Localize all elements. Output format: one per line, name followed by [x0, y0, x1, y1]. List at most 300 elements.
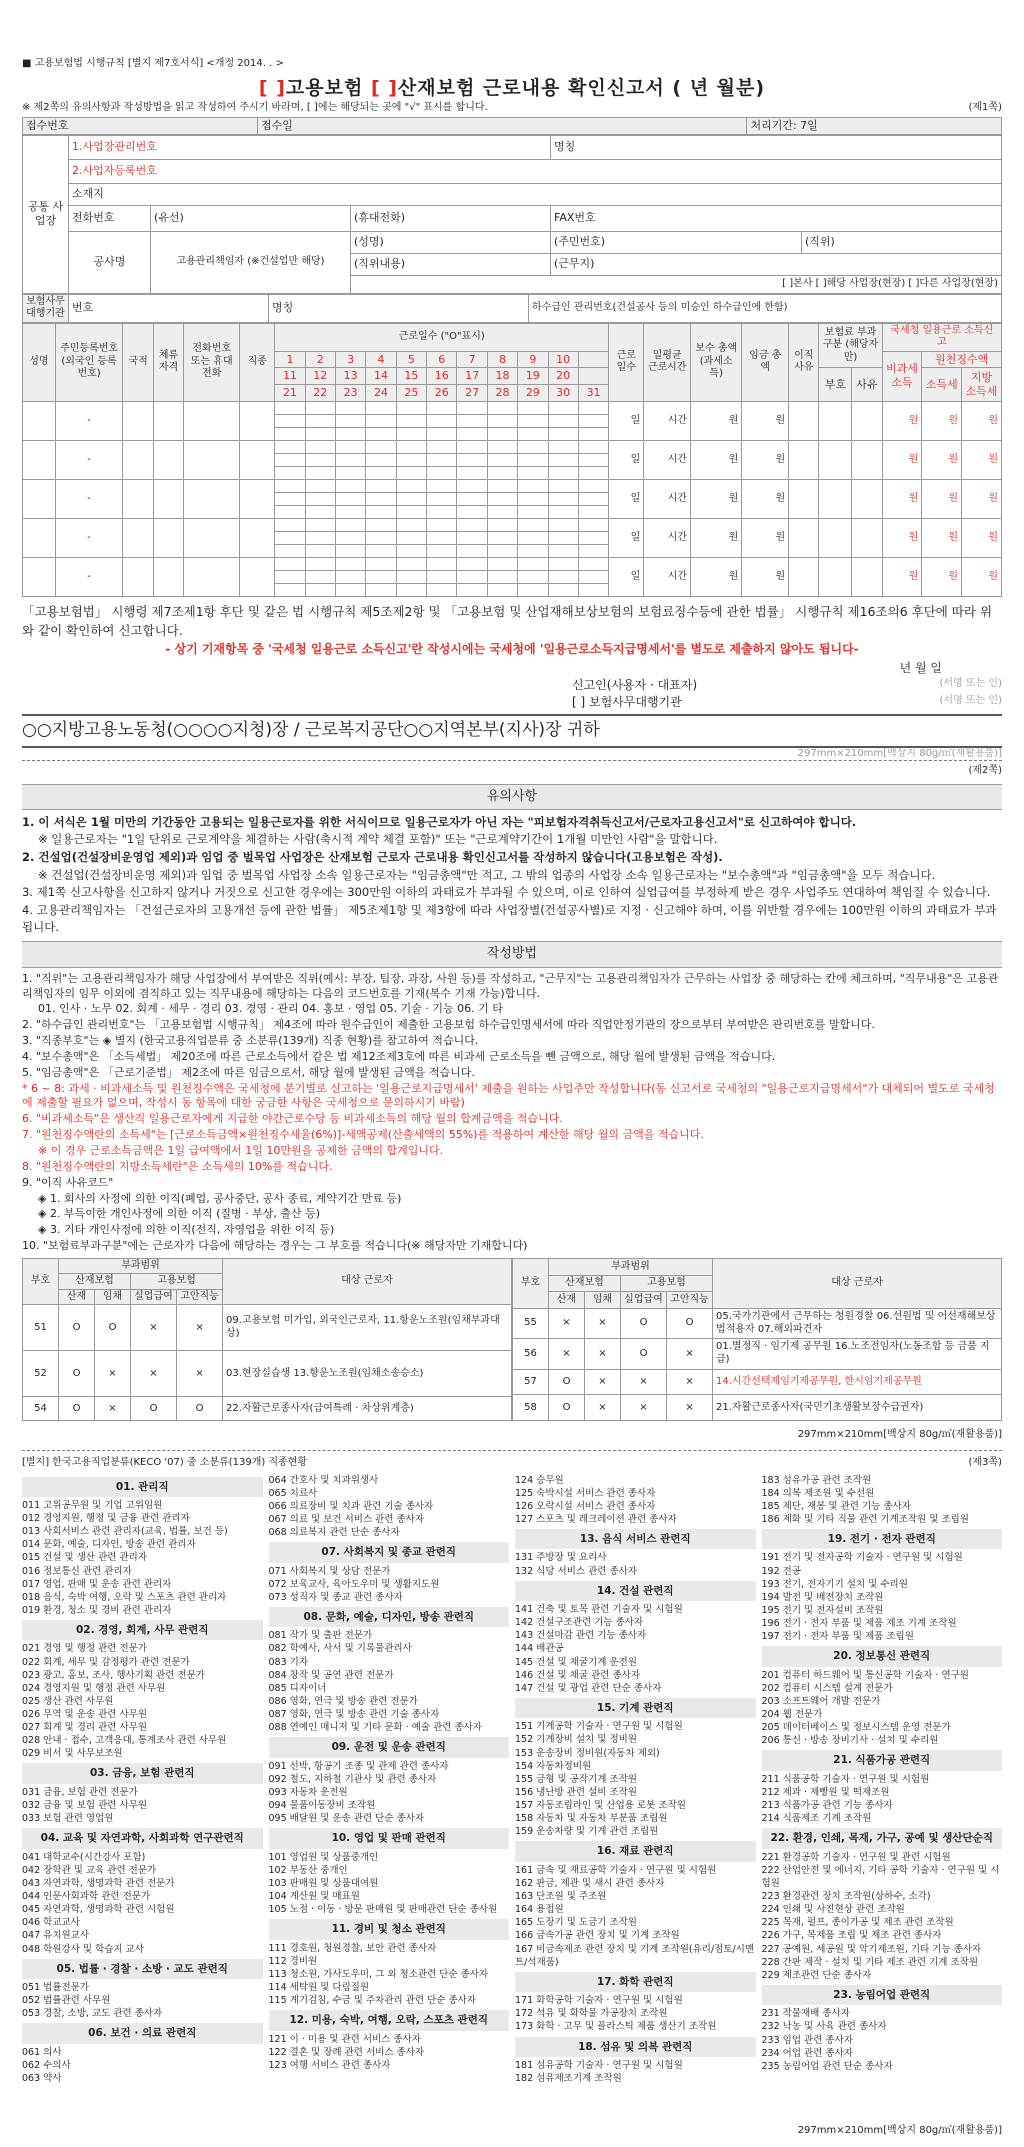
day-input[interactable]	[548, 453, 578, 466]
day-input[interactable]	[427, 427, 457, 440]
day-input[interactable]	[548, 479, 578, 492]
day-input[interactable]	[578, 544, 608, 557]
manager-job[interactable]: (직위내용)	[351, 253, 551, 275]
day-input[interactable]	[305, 401, 335, 414]
day-input[interactable]	[396, 440, 426, 453]
report-date[interactable]: 년 월 일	[899, 661, 942, 676]
day-input[interactable]	[366, 453, 396, 466]
day-input[interactable]	[518, 466, 548, 479]
day-input[interactable]	[487, 466, 517, 479]
worker-value[interactable]: 시간	[644, 479, 691, 518]
day-input[interactable]	[396, 427, 426, 440]
day-input[interactable]	[305, 414, 335, 427]
day-input[interactable]	[457, 414, 487, 427]
day-input[interactable]	[335, 453, 365, 466]
day-input[interactable]	[366, 557, 396, 570]
day-input[interactable]	[548, 427, 578, 440]
day-input[interactable]	[427, 401, 457, 414]
day-input[interactable]	[366, 479, 396, 492]
day-input[interactable]	[427, 583, 457, 596]
worker-value[interactable]: 원	[691, 440, 742, 479]
biz-no-field[interactable]: 2.사업자등록번호	[69, 159, 1002, 183]
day-input[interactable]	[427, 544, 457, 557]
day-input[interactable]	[275, 466, 305, 479]
day-input[interactable]	[305, 518, 335, 531]
workplace-table	[22, 135, 1002, 294]
keco-item: 159 운송차량 및 기계 관련 조립원	[515, 1826, 659, 1838]
day-input[interactable]	[305, 557, 335, 570]
day-input[interactable]	[487, 492, 517, 505]
day-input[interactable]	[396, 570, 426, 583]
range-cell: ×	[95, 1351, 131, 1397]
day-input[interactable]	[518, 518, 548, 531]
keco-item: 021 경영 및 행정 관련 전문가	[22, 1643, 148, 1655]
range-cell: O	[59, 1397, 95, 1421]
day-input[interactable]	[366, 466, 396, 479]
code-cell: 58	[513, 1395, 549, 1421]
day-input[interactable]	[487, 557, 517, 570]
worker-code[interactable]	[819, 557, 852, 596]
day-input[interactable]	[487, 518, 517, 531]
worker-tax[interactable]: 원	[882, 557, 922, 596]
range-cell: O	[131, 1397, 177, 1421]
keco-group-title: 19. 전기 · 전자 관련직	[762, 1529, 1003, 1549]
worker-value[interactable]: 원	[742, 479, 789, 518]
day-input[interactable]	[275, 440, 305, 453]
worker-value[interactable]: 시간	[644, 557, 691, 596]
worker-tax[interactable]: 원	[922, 479, 962, 518]
day-input[interactable]	[335, 505, 365, 518]
day-input[interactable]	[518, 557, 548, 570]
keco-item: 042 장학관 및 교육 관련 전문가	[22, 1864, 157, 1876]
note-item: 4. 고용관리책임자는 「건설근로자의 고용개선 등에 관한 법률」 제5조제1항 및 제3항에 따라 사업장별(건설공사별)로 지정 · 신고해야 하며, 이를 위반할 경우에는 100만원 이하의 과태료가 부과됩니다.	[22, 903, 997, 934]
keco-item: 023 광고, 홍보, 조사, 행사기획 관련 전문가	[22, 1669, 205, 1681]
worker-tax[interactable]: 원	[882, 518, 922, 557]
agent-sign[interactable]: (서명 또는 인)	[939, 695, 1002, 707]
worker-cell[interactable]	[23, 557, 56, 596]
day-input[interactable]	[578, 531, 608, 544]
day-input[interactable]	[305, 453, 335, 466]
worker-code[interactable]	[819, 401, 852, 440]
worker-value[interactable]: 원	[742, 557, 789, 596]
worker-value[interactable]: 일	[609, 401, 644, 440]
day-input[interactable]	[335, 440, 365, 453]
day-input[interactable]	[335, 544, 365, 557]
day-cell: 28	[487, 385, 517, 402]
day-input[interactable]	[548, 440, 578, 453]
range-cell: ×	[549, 1339, 585, 1369]
keco-item: 105 노점 · 이동 · 방문 판매원 및 판매관련 단순 종사원	[268, 1904, 498, 1916]
day-input[interactable]	[518, 479, 548, 492]
method-item-tail: ◈ 1. 회사의 사정에 의한 이직(폐업, 공사중단, 공사 종료, 계약기간 만료 등)	[38, 1191, 402, 1205]
day-input[interactable]	[427, 466, 457, 479]
day-input[interactable]	[548, 531, 578, 544]
day-input[interactable]	[396, 583, 426, 596]
worker-value[interactable]: 원	[691, 401, 742, 440]
worker-tax[interactable]: 원	[922, 401, 962, 440]
day-input[interactable]	[275, 427, 305, 440]
worker-cell[interactable]	[23, 518, 56, 557]
day-input[interactable]	[457, 466, 487, 479]
day-input[interactable]	[457, 453, 487, 466]
worker-value[interactable]: 원	[742, 440, 789, 479]
day-input[interactable]	[427, 414, 457, 427]
receipt-no[interactable]: 접수번호	[23, 117, 258, 134]
day-input[interactable]	[548, 492, 578, 505]
day-input[interactable]	[457, 583, 487, 596]
day-input[interactable]	[548, 401, 578, 414]
note-item: ※ 건설업(건설장비운영 제외)과 임업 중 벌목업 사업장 소속 일용근로자는 "임금총액"만 적고, 그 밖의 업종의 사업장 소속 일용근로자는 "보수총액"과 "임금총액"을 모두 적습니다.	[38, 867, 936, 882]
day-input[interactable]	[335, 427, 365, 440]
day-input[interactable]	[396, 479, 426, 492]
day-input[interactable]	[275, 583, 305, 596]
day-input[interactable]	[548, 466, 578, 479]
subcontract-no[interactable]: 하수급인 관리번호(건설공사 등의 미승인 하수급인에 한함)	[529, 294, 1002, 322]
worker-tax[interactable]: 원	[922, 557, 962, 596]
day-input[interactable]	[457, 440, 487, 453]
day-input[interactable]	[305, 492, 335, 505]
code-cell: 54	[23, 1397, 59, 1421]
worker-cell[interactable]	[184, 440, 240, 479]
day-input[interactable]	[366, 414, 396, 427]
worker-tax[interactable]: 원	[882, 440, 922, 479]
worker-cell[interactable]	[123, 557, 153, 596]
worker-value[interactable]: 원	[691, 518, 742, 557]
day-input[interactable]	[305, 531, 335, 544]
worker-cell[interactable]: -	[55, 557, 123, 596]
worker-cell[interactable]	[23, 479, 56, 518]
tel-label: 전화번호	[69, 205, 151, 231]
worker-tax[interactable]: 원	[961, 479, 1001, 518]
worker-cell[interactable]	[184, 401, 240, 440]
day-input[interactable]	[487, 401, 517, 414]
keco-item: 062 수의사	[22, 2060, 71, 2072]
worker-code[interactable]	[819, 479, 852, 518]
keco-item: 184 의복 제조원 및 수선원	[761, 1487, 875, 1499]
worker-cell[interactable]	[123, 479, 153, 518]
day-input[interactable]	[275, 544, 305, 557]
agent-label[interactable]: [ ] 보험사무대행기관	[572, 695, 682, 710]
worker-code[interactable]	[852, 479, 882, 518]
worker-value[interactable]: 일	[609, 518, 644, 557]
worker-value[interactable]: 원	[742, 401, 789, 440]
day-input[interactable]	[578, 492, 608, 505]
day-input[interactable]	[366, 505, 396, 518]
worker-code[interactable]	[852, 401, 882, 440]
worker-code[interactable]	[789, 479, 819, 518]
worker-value[interactable]: 시간	[644, 440, 691, 479]
day-input[interactable]	[396, 544, 426, 557]
day-input[interactable]	[457, 557, 487, 570]
day-input[interactable]	[366, 583, 396, 596]
day-input[interactable]	[396, 531, 426, 544]
day-input[interactable]	[487, 440, 517, 453]
code-cell: 57	[513, 1369, 549, 1395]
day-input[interactable]	[427, 518, 457, 531]
day-input[interactable]	[457, 505, 487, 518]
day-input[interactable]	[457, 544, 487, 557]
day-input[interactable]	[518, 427, 548, 440]
tel-mobile[interactable]: (휴대전화)	[351, 205, 551, 231]
day-input[interactable]	[396, 518, 426, 531]
manager-work-options[interactable]: [ ]본사 [ ]해당 사업장(현장) [ ]다른 사업장(현장)	[351, 275, 1002, 293]
address-field[interactable]: 소재지	[69, 183, 1002, 205]
day-input[interactable]	[366, 492, 396, 505]
day-input[interactable]	[305, 505, 335, 518]
keco-item: 025 생산 관련 사무원	[22, 1695, 114, 1707]
day-cell: 18	[487, 368, 517, 385]
day-input[interactable]	[427, 570, 457, 583]
fax-field[interactable]: FAX번호	[551, 205, 1002, 231]
manager-work[interactable]: (근무지)	[551, 253, 1002, 275]
worker-code[interactable]	[852, 440, 882, 479]
worker-cell[interactable]	[123, 401, 153, 440]
worker-cell[interactable]	[184, 479, 240, 518]
day-input[interactable]	[518, 583, 548, 596]
keco-item: 197 전기 · 전자 부품 및 제품 조립원	[761, 1631, 914, 1643]
day-input[interactable]	[457, 479, 487, 492]
worker-tax[interactable]: 원	[882, 401, 922, 440]
day-input[interactable]	[518, 453, 548, 466]
receipt-date[interactable]: 접수일	[257, 117, 747, 134]
day-input[interactable]	[427, 492, 457, 505]
worker-code[interactable]	[789, 440, 819, 479]
day-input[interactable]	[548, 570, 578, 583]
day-input[interactable]	[427, 453, 457, 466]
worker-tax[interactable]: 원	[961, 440, 1001, 479]
day-input[interactable]	[548, 583, 578, 596]
day-input[interactable]	[305, 479, 335, 492]
day-input[interactable]	[578, 466, 608, 479]
worker-value[interactable]: 원	[742, 518, 789, 557]
worker-cell[interactable]	[240, 479, 275, 518]
day-input[interactable]	[548, 518, 578, 531]
day-input[interactable]	[275, 414, 305, 427]
day-input[interactable]	[366, 401, 396, 414]
day-input[interactable]	[487, 505, 517, 518]
day-input[interactable]	[396, 466, 426, 479]
day-input[interactable]	[305, 440, 335, 453]
day-input[interactable]	[578, 570, 608, 583]
agency-no[interactable]: 번호	[69, 294, 269, 322]
day-input[interactable]	[366, 518, 396, 531]
worker-value[interactable]: 시간	[644, 518, 691, 557]
day-input[interactable]	[457, 401, 487, 414]
day-input[interactable]	[487, 427, 517, 440]
day-input[interactable]	[487, 531, 517, 544]
day-input[interactable]	[335, 557, 365, 570]
day-input[interactable]	[366, 427, 396, 440]
worker-cell[interactable]	[240, 401, 275, 440]
day-input[interactable]	[518, 544, 548, 557]
worker-tax[interactable]: 원	[961, 401, 1001, 440]
worker-tax[interactable]: 원	[922, 440, 962, 479]
day-input[interactable]	[487, 570, 517, 583]
worker-code[interactable]	[852, 518, 882, 557]
worker-tax[interactable]: 원	[961, 557, 1001, 596]
day-input[interactable]	[578, 401, 608, 414]
day-input[interactable]	[335, 479, 365, 492]
day-input[interactable]	[305, 544, 335, 557]
day-input[interactable]	[305, 427, 335, 440]
day-input[interactable]	[548, 505, 578, 518]
worker-tax[interactable]: 원	[882, 479, 922, 518]
day-input[interactable]	[275, 518, 305, 531]
col-withhold: 원천징수액	[922, 351, 1002, 368]
worker-tax[interactable]: 원	[922, 518, 962, 557]
keco-item: 022 회계, 세무 및 감정평가 관련 전문가	[22, 1656, 190, 1668]
keco-item: 063 약사	[22, 2073, 62, 2085]
worker-code[interactable]	[789, 401, 819, 440]
worker-cell[interactable]: -	[55, 401, 123, 440]
worker-cell[interactable]	[23, 401, 56, 440]
worker-cell[interactable]	[23, 440, 56, 479]
day-input[interactable]	[578, 427, 608, 440]
day-input[interactable]	[396, 401, 426, 414]
day-input[interactable]	[427, 479, 457, 492]
day-input[interactable]	[427, 531, 457, 544]
day-input[interactable]	[578, 453, 608, 466]
worker-value[interactable]: 시간	[644, 401, 691, 440]
worker-cell[interactable]	[240, 557, 275, 596]
day-input[interactable]	[275, 531, 305, 544]
day-input[interactable]	[548, 414, 578, 427]
day-input[interactable]	[487, 583, 517, 596]
day-input[interactable]	[335, 518, 365, 531]
day-input[interactable]	[396, 557, 426, 570]
day-input[interactable]	[366, 531, 396, 544]
keco-item: 146 건설 및 채굴 관련 종사자	[515, 1669, 641, 1681]
day-input[interactable]	[335, 531, 365, 544]
worker-cell[interactable]: -	[55, 518, 123, 557]
worker-value[interactable]: 원	[691, 479, 742, 518]
worker-cell[interactable]	[153, 479, 183, 518]
day-input[interactable]	[457, 531, 487, 544]
day-input[interactable]	[305, 583, 335, 596]
manager-name[interactable]: (성명)	[351, 231, 551, 253]
day-input[interactable]	[487, 544, 517, 557]
day-input[interactable]	[457, 427, 487, 440]
day-input[interactable]	[487, 479, 517, 492]
reporter-sign[interactable]: (서명 또는 인)	[939, 678, 1002, 690]
worker-code[interactable]	[789, 518, 819, 557]
day-input[interactable]	[366, 544, 396, 557]
day-input[interactable]	[275, 492, 305, 505]
day-input[interactable]	[335, 414, 365, 427]
day-input[interactable]	[396, 505, 426, 518]
day-input[interactable]	[518, 401, 548, 414]
day-input[interactable]	[396, 414, 426, 427]
worker-value[interactable]: 원	[691, 557, 742, 596]
worker-cell[interactable]	[240, 518, 275, 557]
day-input[interactable]	[366, 570, 396, 583]
day-input[interactable]	[578, 414, 608, 427]
day-input[interactable]	[275, 479, 305, 492]
day-input[interactable]	[518, 531, 548, 544]
day-input[interactable]	[335, 466, 365, 479]
day-input[interactable]	[578, 479, 608, 492]
worker-value[interactable]: 일	[609, 440, 644, 479]
keco-item: 191 전기 및 전자공학 기술자 · 연구원 및 시험원	[761, 1552, 963, 1564]
day-input[interactable]	[427, 440, 457, 453]
worker-cell[interactable]	[153, 518, 183, 557]
mgmt-no-field[interactable]: 1.사업장관리번호	[69, 135, 551, 159]
day-input[interactable]	[335, 570, 365, 583]
range-cell: ×	[177, 1351, 223, 1397]
day-input[interactable]	[335, 583, 365, 596]
worker-cell[interactable]	[153, 401, 183, 440]
worker-cell[interactable]	[184, 518, 240, 557]
worker-cell[interactable]	[123, 518, 153, 557]
day-input[interactable]	[487, 453, 517, 466]
day-input[interactable]	[275, 505, 305, 518]
worker-cell[interactable]	[123, 440, 153, 479]
day-input[interactable]	[578, 505, 608, 518]
worker-code[interactable]	[789, 557, 819, 596]
day-input[interactable]	[457, 492, 487, 505]
day-input[interactable]	[578, 440, 608, 453]
day-input[interactable]	[305, 466, 335, 479]
day-input[interactable]	[578, 583, 608, 596]
worker-cell[interactable]	[153, 440, 183, 479]
day-input[interactable]	[427, 557, 457, 570]
day-input[interactable]	[427, 505, 457, 518]
day-input[interactable]	[275, 453, 305, 466]
day-input[interactable]	[275, 401, 305, 414]
day-input[interactable]	[518, 505, 548, 518]
worker-cell[interactable]	[153, 557, 183, 596]
tel-wired[interactable]: (유선)	[151, 205, 351, 231]
day-input[interactable]	[578, 518, 608, 531]
day-input[interactable]	[457, 570, 487, 583]
day-input[interactable]	[396, 453, 426, 466]
day-input[interactable]	[518, 440, 548, 453]
day-input[interactable]	[396, 492, 426, 505]
worker-cell[interactable]: -	[55, 440, 123, 479]
day-input[interactable]	[548, 544, 578, 557]
day-input[interactable]	[518, 414, 548, 427]
worker-code[interactable]	[819, 518, 852, 557]
worker-cell[interactable]	[184, 557, 240, 596]
worker-code[interactable]	[852, 557, 882, 596]
worker-value[interactable]: 일	[609, 479, 644, 518]
manager-position[interactable]: (직위)	[801, 231, 1001, 253]
worker-tax[interactable]: 원	[961, 518, 1001, 557]
worker-value[interactable]: 일	[609, 557, 644, 596]
day-input[interactable]	[275, 570, 305, 583]
day-input[interactable]	[457, 518, 487, 531]
day-input[interactable]	[518, 492, 548, 505]
worker-code[interactable]	[819, 440, 852, 479]
agency-name[interactable]: 명칭	[269, 294, 529, 322]
form-title	[0, 77, 1024, 101]
day-input[interactable]	[548, 557, 578, 570]
manager-rrn[interactable]: (주민번호)	[551, 231, 802, 253]
keco-item: 081 작가 및 출판 전문가	[268, 1630, 373, 1642]
col-pay: 보수 총액 (과세소득)	[691, 323, 742, 401]
name-field[interactable]: 명칭	[551, 135, 1002, 159]
day-input[interactable]	[335, 492, 365, 505]
worker-cell[interactable]: -	[55, 479, 123, 518]
day-input[interactable]	[518, 570, 548, 583]
day-input[interactable]	[366, 440, 396, 453]
day-input[interactable]	[335, 401, 365, 414]
day-input[interactable]	[305, 570, 335, 583]
day-input[interactable]	[487, 414, 517, 427]
day-input[interactable]	[578, 557, 608, 570]
worker-cell[interactable]	[240, 440, 275, 479]
day-input[interactable]	[275, 557, 305, 570]
